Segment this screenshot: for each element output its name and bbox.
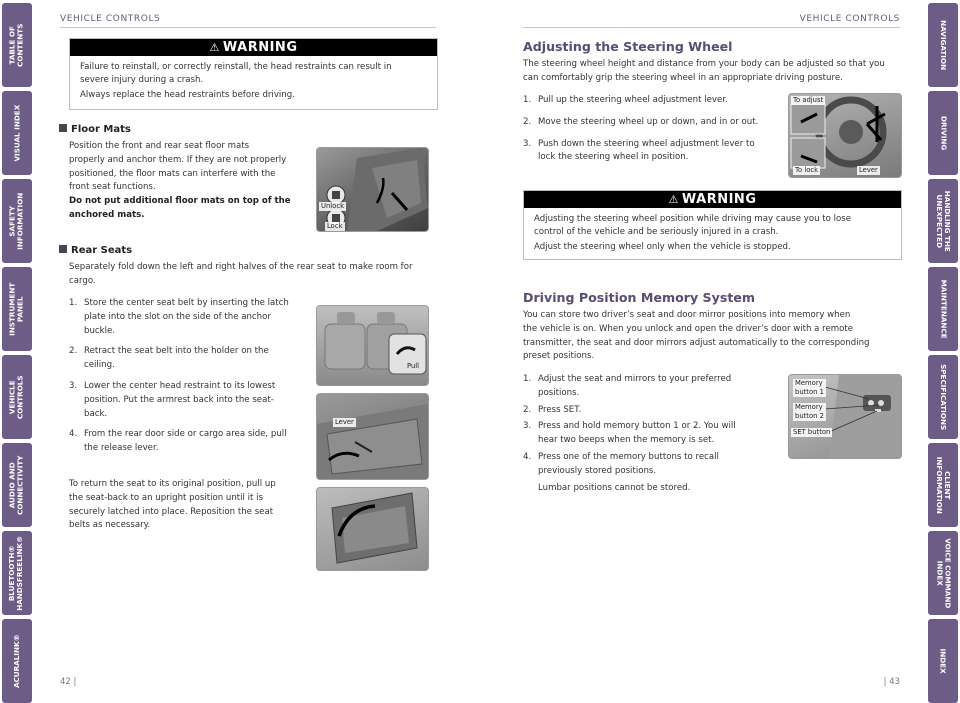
list-item: 3. Push down the steering wheel adjustment lever to lock the steering wheel in position. (523, 138, 755, 163)
cargo-area-illustration (317, 394, 428, 479)
section-marker-icon (59, 124, 67, 132)
warning-text: control of the vehicle and be seriously injured in a crash. (534, 226, 779, 237)
rear-seats-outro: To return the seat to its original position, pull up the seat-back to an upright position until it is securely latched into place. Reposition the seat belts as necessary. (69, 479, 276, 531)
right-side-tabs (928, 0, 960, 703)
tab-client-information[interactable]: CLIENT INFORMATION (928, 443, 958, 527)
tab-bluetooth-handsfreelink[interactable]: BLUETOOTH® HANDSFREELINK® (2, 531, 32, 615)
tab-safety-information[interactable]: SAFETY INFORMATION (2, 179, 32, 263)
rear-seats-heading: Rear Seats (59, 245, 132, 256)
memory-buttons-figure (788, 374, 902, 459)
tab-handling-the-unexpected[interactable]: HANDLING THE UNEXPECTED (928, 179, 958, 263)
warning-text: severe injury during a crash. (80, 74, 204, 85)
tab-navigation[interactable]: NAVIGATION (928, 3, 958, 87)
release-lever-figure (316, 393, 429, 480)
floor-mats-body: Position the front and rear seat floor mats properly and anchor them. If they are not properly positioned, the floor mats can interfere with the front seat functions. Do not put additional floor mats on top of the anchored mats. (69, 141, 291, 220)
section-marker-icon (59, 245, 67, 253)
lever-label: Lever (335, 418, 354, 426)
warning-text: Adjust the steering wheel only when the vehicle is stopped. (534, 242, 791, 252)
tab-specifications[interactable]: SPECIFICATIONS (928, 355, 958, 439)
warning-triangle-icon: ⚠ (668, 193, 679, 206)
lumbar-note: Lumbar positions cannot be stored. (538, 483, 691, 493)
page-number-left: 42 | (60, 677, 77, 687)
steering-warning (523, 190, 902, 260)
steering-wheel-steps (523, 94, 783, 165)
warning-text: Always replace the head restraints before driving. (80, 90, 295, 100)
list-item: 1. Store the center seat belt by inserting the latch plate into the slot on the side of the anchor buckle. (69, 298, 289, 336)
lever-label: Lever (859, 166, 878, 174)
list-item: 2. Press SET. (523, 404, 582, 415)
list-item: 3. Press and hold memory button 1 or 2. You will hear two beeps when the memory is set. (523, 421, 736, 446)
tab-acuralink[interactable]: ACURALINK® (2, 619, 32, 703)
left-side-tabs (0, 0, 32, 703)
tab-driving[interactable]: DRIVING (928, 91, 958, 175)
unlock-label: Unlock (321, 202, 345, 210)
memory-system-intro: You can store two driver’s seat and door mirror positions into memory when the vehicle is on. When you unlock and open the driver’s door with a remote transmitter, the seat and door mirrors adjust automatically to the corresponding preset positions. (523, 310, 870, 362)
steering-adjust-figure (788, 93, 902, 178)
running-head-right: VEHICLE CONTROLS (799, 14, 900, 24)
head-restraint-warning (69, 38, 438, 110)
set-button-label: SET button (793, 428, 831, 436)
rear-seats-steps (69, 297, 309, 456)
floor-mat-illustration (317, 148, 428, 231)
to-adjust-label: To adjust (793, 96, 824, 104)
tab-visual-index[interactable]: VISUAL INDEX (2, 91, 32, 175)
tab-maintenance[interactable]: MAINTENANCE (928, 267, 958, 351)
warning-triangle-icon: ⚠ (209, 41, 220, 54)
header-rule-right (523, 27, 900, 28)
list-item: 1. Adjust the seat and mirrors to your preferred positions. (523, 374, 732, 398)
list-item: 3. Lower the center head restraint to its lowest position. Put the armrest back into the seat- back. (69, 380, 276, 419)
seat-belt-figure (316, 305, 429, 386)
steering-wheel-intro: The steering wheel height and distance from your body can be adjusted so that you can comfortably grip the steering wheel in an appropriate driving posture. (523, 59, 885, 83)
rear-seat-illustration (317, 306, 428, 385)
memory-system-title: Driving Position Memory System (523, 290, 756, 305)
rear-seats-intro: Separately fold down the left and right halves of the rear seat to make room for cargo. (69, 262, 413, 286)
list-item: 1. Pull up the steering wheel adjustment lever. (523, 95, 728, 105)
memory-system-steps (523, 373, 783, 479)
list-item: 2. Retract the seat belt into the holder on the ceiling. (69, 346, 269, 371)
seatback-illustration (317, 488, 428, 570)
pull-label: Pull (407, 362, 420, 370)
list-item: 4. From the rear door side or cargo area side, pull the release lever. (69, 429, 287, 454)
tab-table-of-contents[interactable]: TABLE OF CONTENTS (2, 3, 32, 87)
steering-wheel-title: Adjusting the Steering Wheel (523, 39, 733, 54)
running-head-left: VEHICLE CONTROLS (60, 14, 161, 24)
warning-text: Failure to reinstall, or correctly reinstall, the head restraints can result in (80, 62, 392, 72)
memory-button-1-label: Memory button 1 (795, 379, 824, 396)
header-rule-left (60, 27, 436, 28)
tab-index[interactable]: INDEX (928, 619, 958, 703)
tab-vehicle-controls[interactable]: VEHICLE CONTROLS (2, 355, 32, 439)
floor-mats-heading: Floor Mats (59, 124, 131, 135)
list-item: 2. Move the steering wheel up or down, and in or out. (523, 116, 759, 127)
tab-voice-command-index[interactable]: VOICE COMMAND INDEX (928, 531, 958, 615)
steering-wheel-illustration (789, 94, 901, 177)
tab-instrument-panel[interactable]: INSTRUMENT PANEL (2, 267, 32, 351)
floor-mat-anchor-figure (316, 147, 429, 232)
tab-audio-and-connectivity[interactable]: AUDIO AND CONNECTIVITY (2, 443, 32, 527)
seatback-return-figure (316, 487, 429, 571)
list-item: 4. Press one of the memory buttons to recall previously stored positions. (523, 451, 719, 476)
warning-bar: ⚠ WARNING (524, 191, 901, 208)
to-lock-label: To lock (795, 166, 819, 174)
lock-label: Lock (327, 222, 343, 230)
memory-button-2-label: Memory button 2 (795, 403, 824, 420)
warning-text: Adjusting the steering wheel position while driving may cause you to lose (534, 214, 852, 224)
warning-bar: ⚠ WARNING (70, 39, 437, 56)
page-number-right: | 43 (883, 677, 900, 687)
